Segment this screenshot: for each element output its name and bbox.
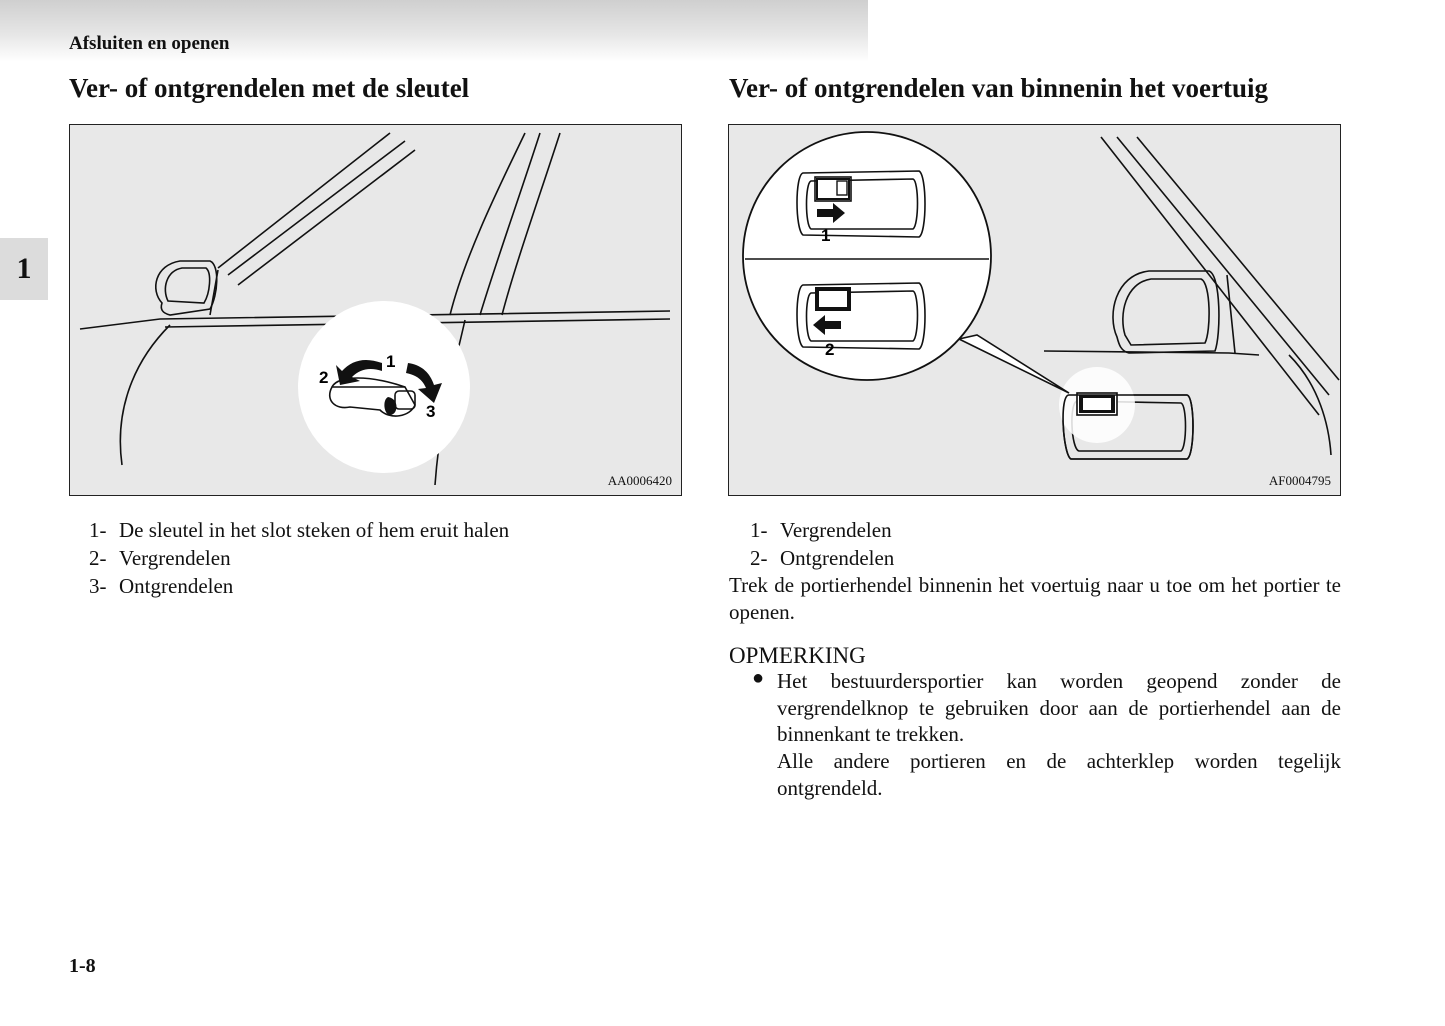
figure-code: AF0004795 bbox=[1268, 473, 1331, 488]
item-number: 3- bbox=[89, 574, 107, 598]
note-text: Het bestuurdersportier kan worden geopend zonder de vergrendelknop te gebruiken door aan de portierhendel aan de binnenkant te trekken. bbox=[777, 669, 1341, 746]
list-item bbox=[89, 544, 509, 572]
note-text-continued: Alle andere portieren en de achterklep worden tegelijk ontgrendeld. bbox=[777, 749, 1341, 800]
figure-code: AA0006420 bbox=[607, 473, 672, 488]
list-item bbox=[750, 544, 894, 572]
list-item bbox=[750, 516, 894, 544]
list-item bbox=[89, 572, 509, 600]
right-item-list bbox=[750, 516, 894, 572]
page-number: 1-8 bbox=[69, 955, 96, 977]
item-text: Ontgrendelen bbox=[119, 574, 234, 598]
item-number: 2- bbox=[89, 546, 107, 570]
left-item-list bbox=[89, 516, 509, 600]
callout-1: 1 bbox=[821, 226, 831, 245]
note-heading: OPMERKING bbox=[729, 643, 866, 668]
interior-door-drawing bbox=[729, 125, 1341, 496]
callout-2: 2 bbox=[825, 340, 835, 359]
car-door-drawing bbox=[70, 125, 682, 496]
callout-3: 3 bbox=[426, 402, 436, 421]
inside-handle-illustration bbox=[728, 124, 1341, 496]
item-text: Vergrendelen bbox=[119, 546, 231, 570]
chapter-tab: 1 bbox=[0, 238, 48, 300]
left-section-title: Ver- of ontgrendelen met de sleutel bbox=[69, 73, 470, 103]
list-item bbox=[89, 516, 509, 544]
callout-2: 2 bbox=[319, 368, 329, 387]
item-text: Vergrendelen bbox=[780, 518, 892, 542]
item-text: De sleutel in het slot steken of hem eruit halen bbox=[119, 518, 510, 542]
item-number: 1- bbox=[89, 518, 107, 542]
item-number: 1- bbox=[750, 518, 768, 542]
section-label: Afsluiten en openen bbox=[69, 33, 230, 54]
item-text: Ontgrendelen bbox=[780, 546, 895, 570]
pull-handle-paragraph: Trek de portierhendel binnenin het voertuig naar u toe om het portier te openen. bbox=[729, 573, 1341, 624]
key-lock-illustration bbox=[69, 124, 682, 496]
bullet-icon: ● bbox=[752, 667, 765, 689]
item-number: 2- bbox=[750, 546, 768, 570]
right-section-title: Ver- of ontgrendelen van binnenin het voertuig bbox=[729, 73, 1269, 103]
callout-1: 1 bbox=[386, 352, 396, 371]
